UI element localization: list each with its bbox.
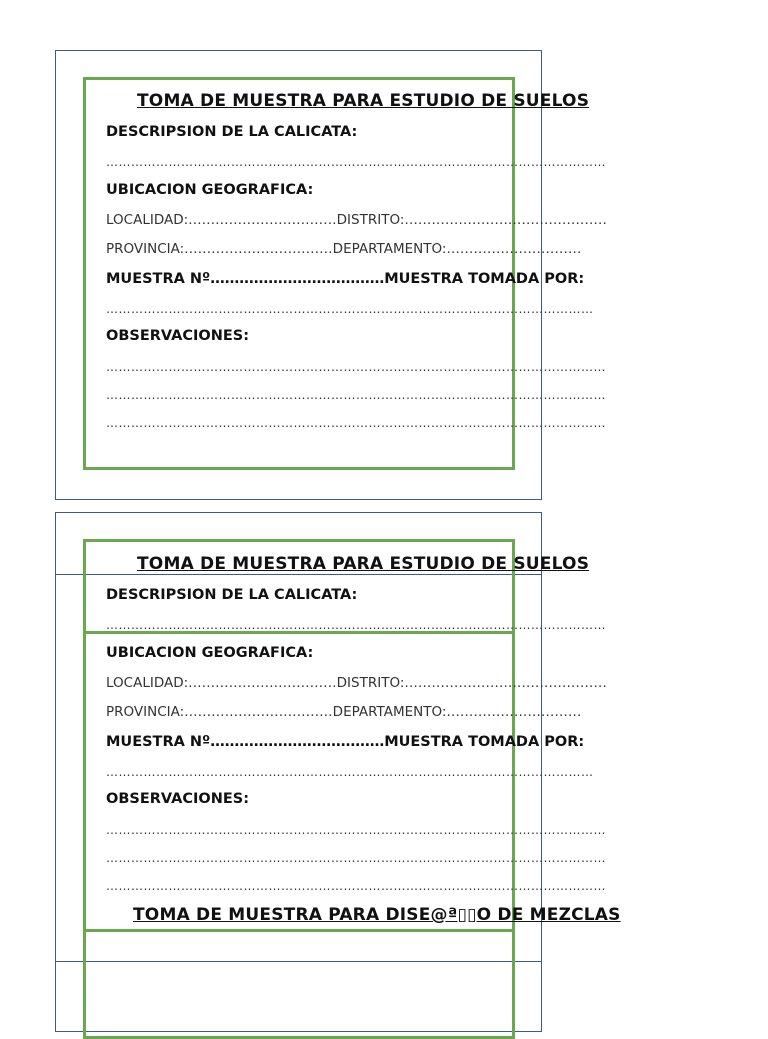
form-2-inner-frame bbox=[83, 539, 515, 1039]
mezclas-title: TOMA DE MUESTRA PARA DISE@ª▯▯O DE MEZCLAS bbox=[133, 905, 621, 925]
form-2-observaciones-line-3: ………………………………………………………………………………………………………… bbox=[106, 879, 606, 893]
form-2-observaciones-line-2: ………………………………………………………………………………………………………… bbox=[106, 851, 606, 865]
form-1-observaciones-line-2: ………………………………………………………………………………………………………… bbox=[106, 388, 606, 402]
form-1-observaciones-label: OBSERVACIONES: bbox=[106, 328, 249, 344]
form-1-observaciones-line-3: ………………………………………………………………………………………………………… bbox=[106, 416, 606, 430]
form-2-green-divider-2 bbox=[83, 929, 515, 932]
form-1-ubicacion-label: UBICACION GEOGRAFICA: bbox=[106, 182, 314, 198]
form-2-title: TOMA DE MUESTRA PARA ESTUDIO DE SUELOS bbox=[137, 554, 590, 574]
form-1-descripcion-label: DESCRIPSION DE LA CALICATA: bbox=[106, 124, 358, 140]
form-1-localidad-line: LOCALIDAD:……………………………DISTRITO:……………………………………… bbox=[106, 212, 607, 228]
form-2-provincia-line: PROVINCIA:……………………………DEPARTAMENTO:………………………… bbox=[106, 704, 582, 720]
form-2-descripcion-label: DESCRIPSION DE LA CALICATA: bbox=[106, 587, 358, 603]
form-2-descripcion-line: ………………………………………………………………………………………………………… bbox=[106, 618, 606, 632]
form-2-muestra-dots: ……………………………………………………………………………………………………… bbox=[106, 765, 594, 779]
form-1-observaciones-line-1: ………………………………………………………………………………………………………… bbox=[106, 360, 606, 374]
form-2-muestra-line: MUESTRA Nº………………………………MUESTRA TOMADA POR: bbox=[106, 734, 585, 750]
form-1-muestra-dots: ……………………………………………………………………………………………………… bbox=[106, 302, 594, 316]
form-1-provincia-line: PROVINCIA:……………………………DEPARTAMENTO:………………………… bbox=[106, 241, 582, 257]
form-1-muestra-line: MUESTRA Nº………………………………MUESTRA TOMADA POR: bbox=[106, 271, 585, 287]
form-1-descripcion-line: ………………………………………………………………………………………………………… bbox=[106, 155, 606, 169]
form-2-observaciones-label: OBSERVACIONES: bbox=[106, 791, 249, 807]
form-2-localidad-line: LOCALIDAD:……………………………DISTRITO:……………………………………… bbox=[106, 675, 607, 691]
form-2-ubicacion-label: UBICACION GEOGRAFICA: bbox=[106, 645, 314, 661]
form-1-title: TOMA DE MUESTRA PARA ESTUDIO DE SUELOS bbox=[137, 91, 590, 111]
form-2-observaciones-line-1: ………………………………………………………………………………………………………… bbox=[106, 823, 606, 837]
